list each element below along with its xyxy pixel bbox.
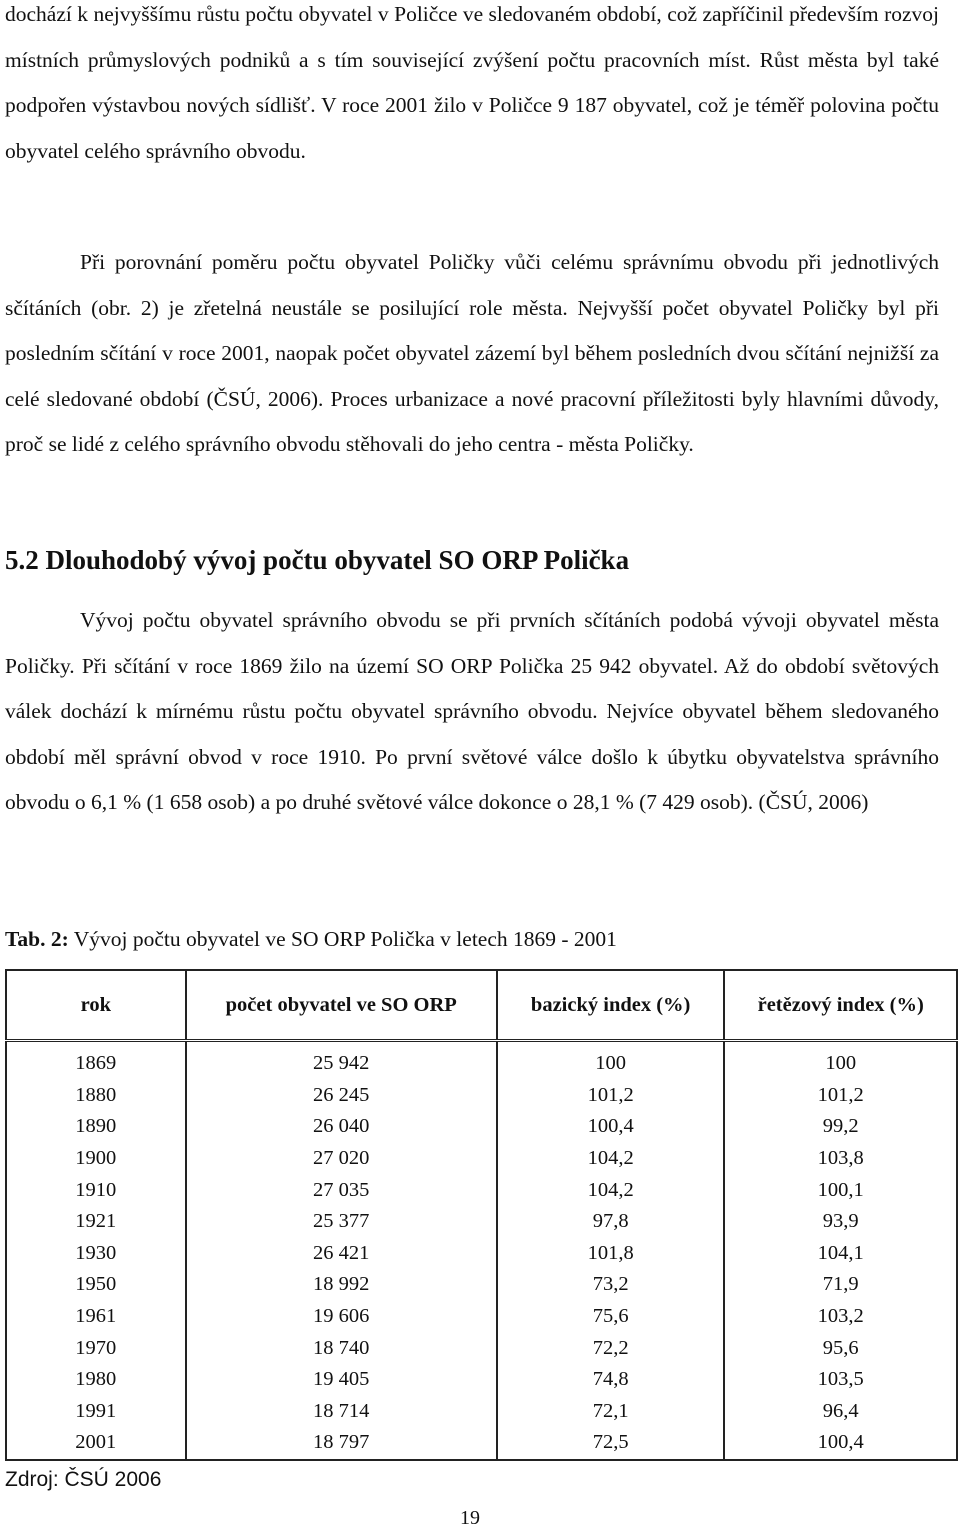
header-population: počet obyvatel ve SO ORP — [186, 970, 497, 1041]
table-caption-text: Vývoj počtu obyvatel ve SO ORP Polička v letech 1869 - 2001 — [68, 927, 617, 951]
cell-chain-index: 103,2 — [724, 1301, 957, 1333]
cell-population: 26 040 — [186, 1111, 497, 1143]
table-row — [6, 1143, 957, 1175]
cell-population: 27 035 — [186, 1174, 497, 1206]
cell-population: 18 797 — [186, 1427, 497, 1460]
cell-base-index: 104,2 — [497, 1143, 725, 1175]
cell-population: 18 714 — [186, 1396, 497, 1428]
cell-base-index: 100 — [497, 1041, 725, 1080]
cell-chain-index: 100,4 — [724, 1427, 957, 1460]
table-row — [6, 1041, 957, 1080]
cell-chain-index: 71,9 — [724, 1269, 957, 1301]
population-table — [5, 969, 958, 1461]
cell-chain-index: 104,1 — [724, 1238, 957, 1270]
header-base-index: bazický index (%) — [497, 970, 725, 1041]
cell-population: 18 992 — [186, 1269, 497, 1301]
cell-year: 1890 — [6, 1111, 186, 1143]
cell-population: 19 606 — [186, 1301, 497, 1333]
cell-year: 1991 — [6, 1396, 186, 1428]
cell-chain-index: 100 — [724, 1041, 957, 1080]
section-heading: 5.2 Dlouhodobý vývoj počtu obyvatel SO ORP Polička — [5, 545, 630, 575]
table-header-row — [6, 970, 957, 1041]
table-caption-label: Tab. 2: — [5, 927, 69, 951]
cell-year: 1950 — [6, 1269, 186, 1301]
paragraph-2: Při porovnání poměru počtu obyvatel Poličky vůči celému správnímu obvodu při jednotlivých sčítáních (obr. 2) je zřetelná neustále se posilující role města. Nejvyšší počet obyvatel Poličky byl při posledním sčítání v roce 2001, naopak počet obyvatel zázemí byl během posledních dvou sčítání nejnižší za celé sledované období (ČSÚ, 2006). Proces urbanizace a nové pracovní příležitosti byly hlavními důvody, proč se lidé z celého správního obvodu stěhovali do jeho centra - města Poličky. — [5, 250, 939, 456]
cell-base-index: 104,2 — [497, 1174, 725, 1206]
cell-base-index: 101,2 — [497, 1080, 725, 1112]
paragraph-1: dochází k nejvyššímu růstu počtu obyvatel v Poličce ve sledovaném období, což zapříčinil především rozvoj místních průmyslových podniků a s tím související zvýšení počtu pracovních míst. Růst města byl také podpořen výstavbou nových sídlišť. V roce 2001 žilo v Poličce 9 187 obyvatel, což je téměř polovina počtu obyvatel celého správního obvodu. — [5, 2, 939, 163]
table-row — [6, 1238, 957, 1270]
cell-population: 25 377 — [186, 1206, 497, 1238]
table-row — [6, 1111, 957, 1143]
table-row — [6, 1080, 957, 1112]
cell-year: 1910 — [6, 1174, 186, 1206]
cell-year: 1921 — [6, 1206, 186, 1238]
cell-year: 1961 — [6, 1301, 186, 1333]
page-number: 19 — [460, 1507, 480, 1529]
cell-chain-index: 101,2 — [724, 1080, 957, 1112]
cell-year: 1980 — [6, 1364, 186, 1396]
cell-year: 1930 — [6, 1238, 186, 1270]
table-row — [6, 1301, 957, 1333]
header-chain-index: řetězový index (%) — [724, 970, 957, 1041]
table-source: Zdroj: ČSÚ 2006 — [5, 1468, 162, 1491]
cell-population: 25 942 — [186, 1041, 497, 1080]
cell-population: 26 421 — [186, 1238, 497, 1270]
cell-chain-index: 93,9 — [724, 1206, 957, 1238]
table-body — [6, 1041, 957, 1460]
paragraph-3: Vývoj počtu obyvatel správního obvodu se při prvních sčítáních podobá vývoji obyvatel města Poličky. Při sčítání v roce 1869 žilo na území SO ORP Polička 25 942 obyvatel. Až do období světových válek dochází k mírnému růstu počtu obyvatel správního obvodu. Nejvíce obyvatel během sledovaného období měl správní obvod v roce 1910. Po první světové válce došlo k úbytku obyvatelstva správního obvodu o 6,1 % (1 658 osob) a po druhé světové válce dokonce o 28,1 % (7 429 osob). (ČSÚ, 2006) — [5, 608, 939, 814]
cell-chain-index: 96,4 — [724, 1396, 957, 1428]
table-row — [6, 1332, 957, 1364]
table-row — [6, 1396, 957, 1428]
cell-base-index: 72,1 — [497, 1396, 725, 1428]
cell-year: 1970 — [6, 1332, 186, 1364]
cell-chain-index: 95,6 — [724, 1332, 957, 1364]
table-row — [6, 1174, 957, 1206]
cell-year: 1869 — [6, 1041, 186, 1080]
table-row — [6, 1427, 957, 1460]
cell-population: 27 020 — [186, 1143, 497, 1175]
cell-chain-index: 103,8 — [724, 1143, 957, 1175]
header-year: rok — [6, 970, 186, 1041]
table-row — [6, 1206, 957, 1238]
cell-population: 18 740 — [186, 1332, 497, 1364]
cell-base-index: 72,2 — [497, 1332, 725, 1364]
cell-base-index: 101,8 — [497, 1238, 725, 1270]
cell-year: 1880 — [6, 1080, 186, 1112]
cell-chain-index: 100,1 — [724, 1174, 957, 1206]
table-row — [6, 1269, 957, 1301]
cell-base-index: 73,2 — [497, 1269, 725, 1301]
cell-year: 1900 — [6, 1143, 186, 1175]
cell-base-index: 97,8 — [497, 1206, 725, 1238]
cell-base-index: 74,8 — [497, 1364, 725, 1396]
cell-chain-index: 99,2 — [724, 1111, 957, 1143]
cell-base-index: 100,4 — [497, 1111, 725, 1143]
cell-population: 26 245 — [186, 1080, 497, 1112]
table-caption — [5, 919, 617, 959]
table-row — [6, 1364, 957, 1396]
cell-population: 19 405 — [186, 1364, 497, 1396]
cell-year: 2001 — [6, 1427, 186, 1460]
cell-base-index: 72,5 — [497, 1427, 725, 1460]
cell-chain-index: 103,5 — [724, 1364, 957, 1396]
cell-base-index: 75,6 — [497, 1301, 725, 1333]
